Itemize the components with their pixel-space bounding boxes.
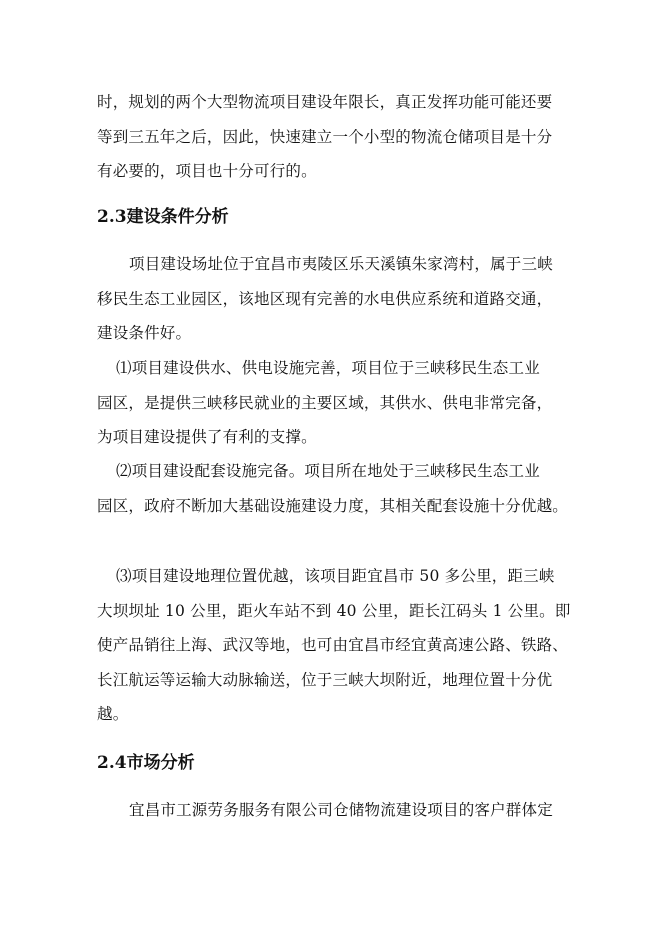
list-item-line: 使产品销往上海、武汉等地，也可由宜昌市经宜黄高速公路、铁路、 bbox=[97, 636, 569, 654]
paragraph-line: 时，规划的两个大型物流项目建设年限长，真正发挥功能可能还要 bbox=[97, 93, 553, 111]
list-item-line: 园区，政府不断加大基础设施建设力度，其相关配套设施十分优越。 bbox=[97, 497, 569, 515]
section-heading-2-4: 2.4市场分析 bbox=[97, 753, 195, 773]
list-item-line: 园区，是提供三峡移民就业的主要区域，其供水、供电非常完备， bbox=[97, 394, 553, 412]
paragraph-line: 有必要的，项目也十分可行的。 bbox=[97, 162, 317, 180]
list-item-line: 为项目建设提供了有利的支撑。 bbox=[97, 428, 317, 446]
list-item-line: 大坝坝址 10 公里，距火车站不到 40 公里，距长江码头 1 公里。即 bbox=[97, 602, 571, 620]
paragraph-line: 宜昌市工源劳务服务有限公司仓储物流建设项目的客户群体定 bbox=[129, 801, 553, 819]
list-item-line: ⑶项目建设地理位置优越，该项目距宜昌市 50 多公里，距三峡 bbox=[116, 567, 555, 585]
list-item-line: ⑵项目建设配套设施完备。项目所在地处于三峡移民生态工业 bbox=[116, 462, 540, 480]
paragraph-line: 项目建设场址位于宜昌市夷陵区乐天溪镇朱家湾村，属于三峡 bbox=[129, 255, 553, 273]
list-item-line: 长江航运等运输大动脉输送，位于三峡大坝附近，地理位置十分优 bbox=[97, 671, 553, 689]
list-item-line: ⑴项目建设供水、供电设施完善，项目位于三峡移民生态工业 bbox=[116, 359, 540, 377]
paragraph-line: 等到三五年之后，因此，快速建立一个小型的物流仓储项目是十分 bbox=[97, 128, 553, 146]
list-item-line: 越。 bbox=[97, 705, 129, 723]
paragraph-line: 建设条件好。 bbox=[97, 324, 192, 342]
section-heading-2-3: 2.3建设条件分析 bbox=[97, 207, 229, 227]
paragraph-line: 移民生态工业园区，该地区现有完善的水电供应系统和道路交通， bbox=[97, 290, 553, 308]
